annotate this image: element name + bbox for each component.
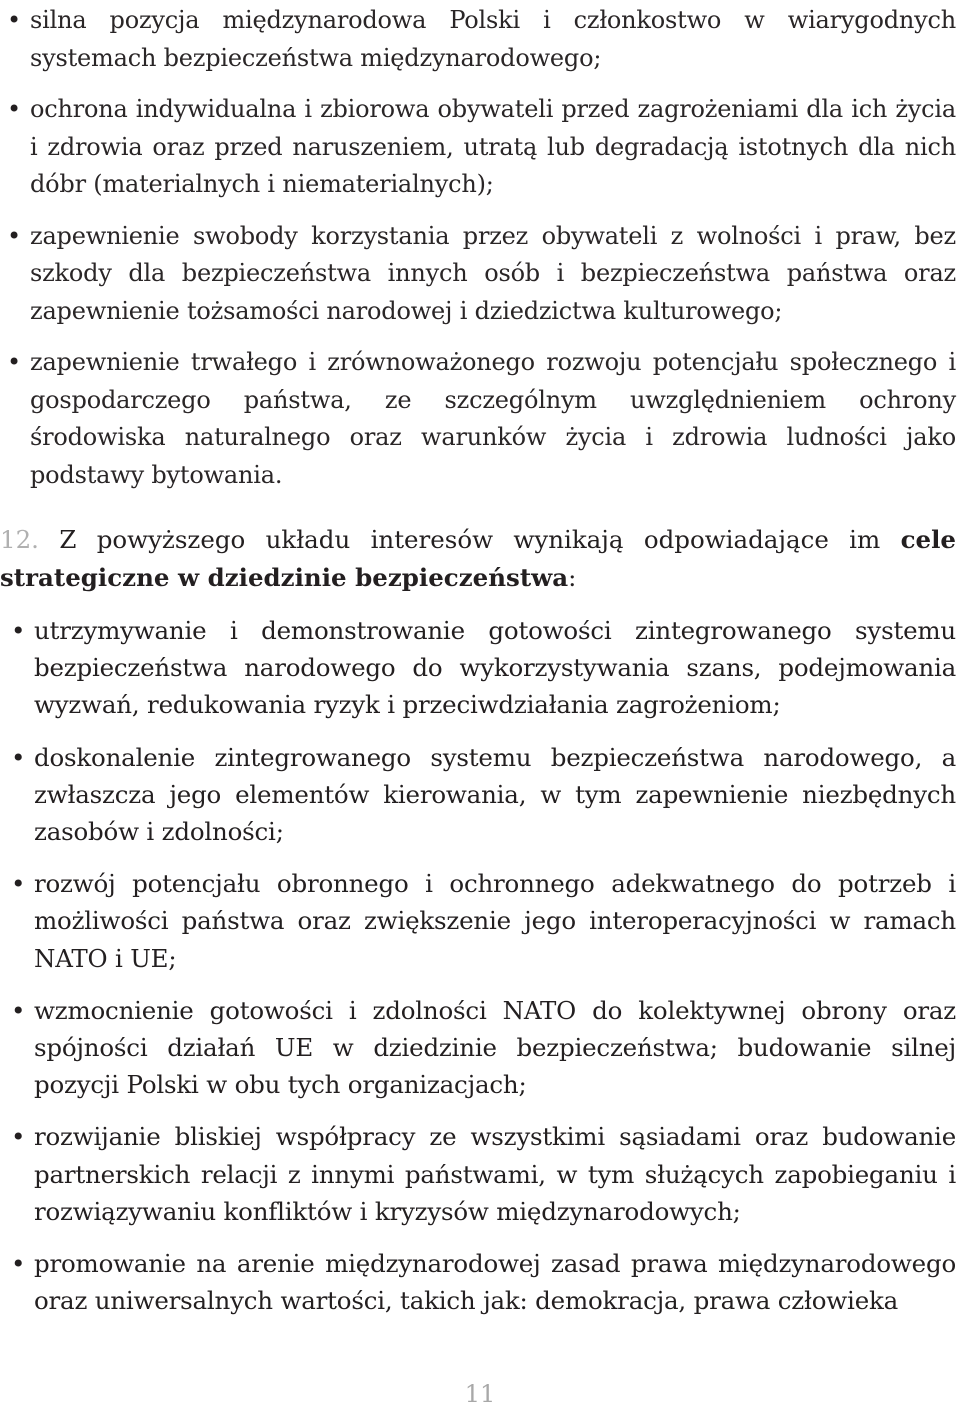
list-item-text: utrzymywanie i demonstrowanie gotowości zintegrowanego systemu bezpieczeństwa narodowego do wykorzystywania szans, podejmowania wyzwań, redukowania ryzyk i przeciwdziałania zagrożeniom; [34,616,956,720]
bullet-icon: • [7,221,21,250]
goals-bullet-list [11,612,956,1334]
bullet-icon: • [11,869,26,899]
list-item [11,739,956,851]
list-item [11,865,956,977]
paragraph-bold-text: cele strategiczne w dziedzinie bezpieczeństwa [0,525,956,592]
bullet-icon: • [7,6,21,34]
bullet-icon: • [11,1122,26,1152]
list-item [7,344,956,494]
list-item [11,612,956,724]
list-item-text: wzmocnienie gotowości i zdolności NATO do kolektywnej obrony oraz spójności działań UE w dziedzinie bezpieczeństwa; budowanie silnej pozycji Polski w obu tych organizacjach; [34,995,956,1100]
bullet-icon: • [7,348,21,376]
bullet-icon: • [11,742,26,772]
bullet-icon: • [7,95,21,123]
paragraph-text: Z powyższego układu interesów wynikają odpowiadające im [38,525,901,554]
list-item [11,992,956,1104]
list-item [7,91,956,204]
list-item-text: ochrona indywidualna i zbiorowa obywateli przed zagrożeniami dla ich życia i zdrowia oraz przed naruszeniem, utratą lub degradacją istotnych dla nich dóbr (materialnych i niematerialnych); [30,95,956,198]
paragraph-number: 12. [0,525,39,554]
list-item [7,218,956,331]
list-item-text: promowanie na arenie międzynarodowej zasad prawa międzynarodowego oraz uniwersalnych wartości, takich jak: demokracja, prawa człowieka [34,1249,956,1316]
list-item [11,1245,956,1319]
bullet-icon: • [11,1249,26,1279]
list-item-text: silna pozycja międzynarodowa Polski i członkostwo w wiarygodnych systemach bezpieczeństwa międzynarodowego; [30,6,956,72]
paragraph-12 [0,521,956,597]
list-item-text: doskonalenie zintegrowanego systemu bezpieczeństwa narodowego, a zwłaszcza jego elementów kierowania, w tym zapewnienie niezbędnych zasobów i zdolności; [34,742,956,847]
page-number: 11 [464,1380,496,1408]
top-bullet-list [7,2,956,508]
list-item-text: zapewnienie trwałego i zrównoważonego rozwoju potencjału społecznego i gospodarczego państwa, ze szczególnym uwzględnieniem ochrony środowiska naturalnego oraz warunków życia i zdrowia ludności jako podstawy bytowania. [30,348,956,489]
list-item [11,1118,956,1230]
paragraph-text-end: : [568,563,577,592]
list-item [7,2,956,77]
list-item-text: rozwijanie bliskiej współpracy ze wszystkimi sąsiadami oraz budowanie partnerskich relacji z innymi państwami, w tym służących zapobieganiu i rozwiązywaniu konfliktów i kryzysów międzynarodowych; [34,1122,956,1226]
bullet-icon: • [11,995,26,1025]
bullet-icon: • [11,616,26,645]
list-item-text: zapewnienie swobody korzystania przez obywateli z wolności i praw, bez szkody dla bezpieczeństwa innych osób i bezpieczeństwa państwa oraz zapewnienie tożsamości narodowej i dziedzictwa kulturowego; [30,221,956,325]
list-item-text: rozwój potencjału obronnego i ochronnego adekwatnego do potrzeb i możliwości państwa oraz zwiększenie jego interoperacyjności w ramach NATO i UE; [34,869,956,973]
